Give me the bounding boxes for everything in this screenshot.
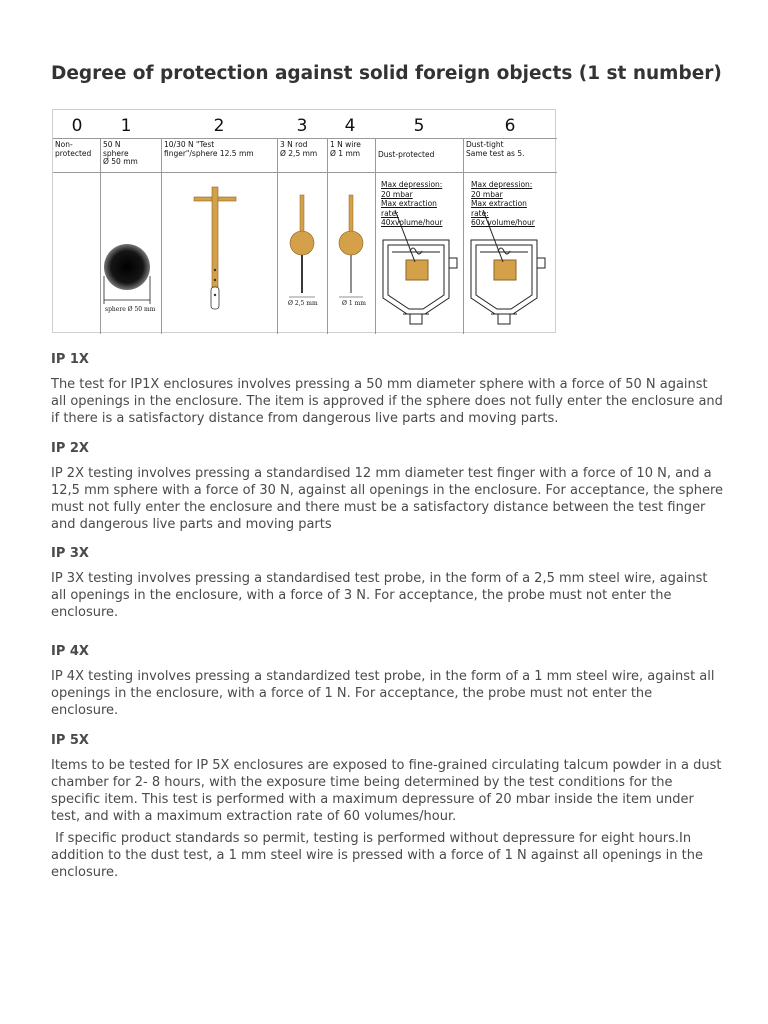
section-ip2x	[51, 441, 723, 533]
col-label-line: 50 N	[103, 140, 121, 149]
col-label-line: Non-	[55, 140, 73, 149]
section-paragraph: IP 2X testing involves pressing a standardised 12 mm diameter test finger with a force of 10 N, and a 12,5 mm sphere with a force of 30 N, against all openings in the enclosure. For acceptance, the sphere must not fully enter the enclosure and there must be a satisfactory distance between the test finger and dangerous live parts and moving parts	[51, 466, 723, 532]
test-finger-probe	[194, 187, 236, 309]
section-paragraph: If specific product standards so permit, testing is performed without depressure for eight hours.In addition to the dust test, a 1 mm steel wire is pressed with a force of 1 N against all openings in the enclosure.	[51, 831, 708, 880]
section-heading: IP 4X	[51, 644, 89, 659]
section-ip1x	[51, 352, 723, 427]
col-label-3	[280, 141, 317, 158]
col-number-2: 2	[213, 116, 225, 136]
col-label-line: 1 N wire	[330, 140, 361, 149]
col-label-line: Dust-tight	[466, 140, 504, 149]
rod-probe-2-5mm	[289, 195, 315, 297]
col-label-line: 10/30 N "Test	[164, 140, 215, 149]
col-number-4: 4	[344, 116, 356, 136]
section-paragraph: The test for IP1X enclosures involves pressing a 50 mm diameter sphere with a force of 50 N against all openings in the enclosure. The item is approved if the sphere does not fully enter the enclosure and if there is a satisfactory distance from dangerous live parts and moving parts.	[51, 377, 723, 426]
section-ip5x	[51, 733, 723, 881]
col-number-0: 0	[71, 116, 83, 136]
wire-probe-1mm	[339, 195, 363, 297]
note-line: Max depression:	[471, 180, 533, 189]
col-label-line: Dust-protected	[378, 150, 435, 159]
col5-notes	[381, 180, 442, 228]
col-label-line: Same test as 5.	[466, 148, 525, 158]
page-title: Degree of protection against solid foreign objects (1 st number)	[51, 63, 722, 84]
section-heading: IP 2X	[51, 441, 89, 456]
col-label-1	[103, 141, 138, 167]
col-label-2	[164, 141, 254, 158]
section-heading: IP 5X	[51, 733, 89, 748]
section-heading: IP 3X	[51, 546, 89, 561]
rod-caption: Ø 2,5 mm	[288, 300, 318, 307]
note-line: 20 mbar	[381, 189, 413, 199]
sphere-caption: sphere Ø 50 mm	[105, 306, 156, 313]
section-ip4x	[51, 644, 723, 719]
note-line: 20 mbar	[471, 189, 503, 199]
col-number-5: 5	[413, 116, 425, 136]
section-paragraph: IP 3X testing involves pressing a standardised test probe, in the form of a 2,5 mm steel wire, against all openings in the enclosure, with a force of 3 N. For acceptance, the probe must not enter the enclosure.	[51, 571, 708, 620]
note-line: rate:	[471, 208, 489, 218]
col-number-6: 6	[504, 116, 516, 136]
col-label-0	[55, 141, 91, 158]
section-ip3x	[51, 546, 723, 621]
col-label-4	[330, 141, 361, 158]
col-label-line: 3 N rod	[280, 140, 308, 149]
sphere-50mm	[104, 244, 150, 290]
section-heading: IP 1X	[51, 352, 89, 367]
col-label-6	[466, 141, 525, 158]
col-label-line: finger"/sphere 12.5 mm	[164, 148, 254, 158]
note-line: 40xvolume/hour	[381, 218, 443, 227]
note-line: Max extraction	[381, 199, 437, 208]
col-number-1: 1	[120, 116, 132, 136]
col6-notes	[471, 180, 535, 228]
col-label-line: Ø 2,5 mm	[280, 148, 318, 158]
note-line: Max depression:	[381, 180, 443, 189]
col-label-5	[378, 151, 434, 160]
section-paragraph: IP 4X testing involves pressing a standardized test probe, in the form of a 1 mm steel wire, against all openings in the enclosure, with a force of 1 N. For acceptance, the probe must not enter the enclosure.	[51, 669, 715, 718]
col-label-line: sphere	[103, 148, 129, 158]
note-line: Max extraction	[471, 199, 527, 208]
col-label-line: protected	[55, 148, 92, 158]
section-paragraph: Items to be tested for IP 5X enclosures are exposed to fine-grained circulating talcum powder in a dust chamber for 2- 8 hours, with the exposure time being determined by the test conditions for the specific item. This test is performed with a maximum depressure of 20 mbar inside the item under test, and with a maximum extraction rate of 60 volumes/hour.	[51, 758, 722, 824]
protection-degree-figure	[52, 109, 556, 333]
col-label-line: Ø 1 mm	[330, 148, 361, 158]
col-number-3: 3	[296, 116, 308, 136]
note-line: rate:	[381, 208, 399, 218]
wire-caption: Ø 1 mm	[342, 300, 366, 307]
col-label-line: Ø 50 mm	[103, 157, 138, 166]
note-line: 60x volume/hour	[471, 218, 535, 227]
